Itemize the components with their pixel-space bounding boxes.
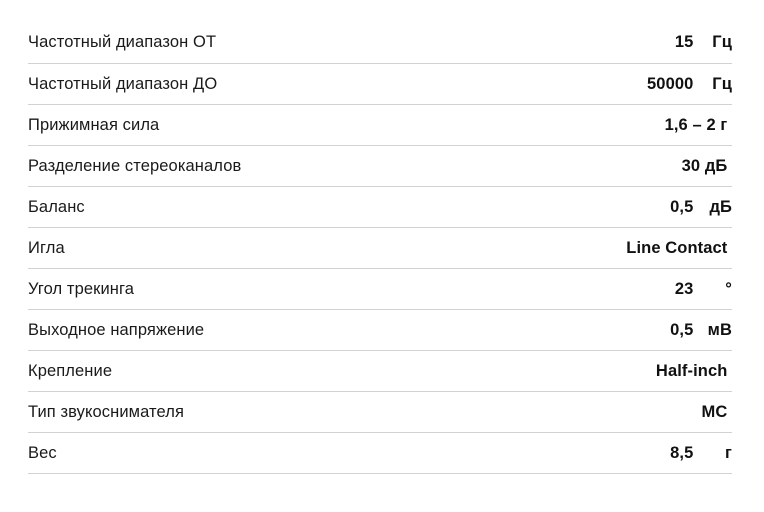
spec-label: Вес: [28, 432, 380, 473]
specification-table-body: [28, 22, 732, 473]
table-row: [28, 432, 732, 473]
spec-label: Частотный диапазон ОТ: [28, 22, 380, 63]
spec-value-cell: [380, 22, 732, 63]
spec-value: 1,6 – 2 г: [664, 115, 728, 134]
table-row: [28, 145, 732, 186]
spec-value: 50000: [647, 74, 694, 93]
spec-value: 23: [674, 279, 694, 298]
table-row: [28, 186, 732, 227]
spec-value: 0,5: [670, 320, 694, 339]
spec-value: 0,5: [670, 197, 694, 216]
spec-unit: Гц: [712, 33, 732, 52]
spec-unit: °: [725, 279, 732, 298]
spec-unit: г: [725, 443, 732, 462]
spec-value-cell: [380, 391, 732, 432]
spec-value-cell: [380, 186, 732, 227]
spec-label: Частотный диапазон ДО: [28, 63, 380, 104]
spec-label: Прижимная сила: [28, 104, 380, 145]
spec-value-cell: [380, 268, 732, 309]
spec-value: MC: [701, 402, 728, 421]
spec-unit: Гц: [712, 74, 732, 93]
spec-label: Баланс: [28, 186, 380, 227]
spec-value-cell: [380, 63, 732, 104]
table-row: [28, 309, 732, 350]
table-row: [28, 350, 732, 391]
spec-value-cell: [380, 145, 732, 186]
table-row: [28, 104, 732, 145]
spec-value: 8,5: [670, 443, 694, 462]
table-row: [28, 268, 732, 309]
spec-unit: мВ: [707, 320, 732, 339]
spec-value: 30 дБ: [681, 156, 728, 175]
spec-label: Тип звукоснимателя: [28, 391, 380, 432]
table-row: [28, 391, 732, 432]
spec-label: Угол трекинга: [28, 268, 380, 309]
spec-value-cell: [380, 432, 732, 473]
spec-label: Выходное напряжение: [28, 309, 380, 350]
table-row: [28, 63, 732, 104]
spec-value-cell: [380, 350, 732, 391]
spec-value-cell: [380, 309, 732, 350]
spec-label: Крепление: [28, 350, 380, 391]
specification-table: [28, 22, 732, 474]
spec-value: Half-inch: [655, 361, 728, 380]
spec-value: 15: [674, 33, 694, 52]
table-row: [28, 22, 732, 63]
spec-label: Игла: [28, 227, 380, 268]
spec-value: Line Contact: [626, 238, 728, 257]
spec-unit: дБ: [709, 197, 732, 216]
spec-value-cell: [380, 104, 732, 145]
spec-label: Разделение стереоканалов: [28, 145, 380, 186]
table-row: [28, 227, 732, 268]
spec-value-cell: [380, 227, 732, 268]
